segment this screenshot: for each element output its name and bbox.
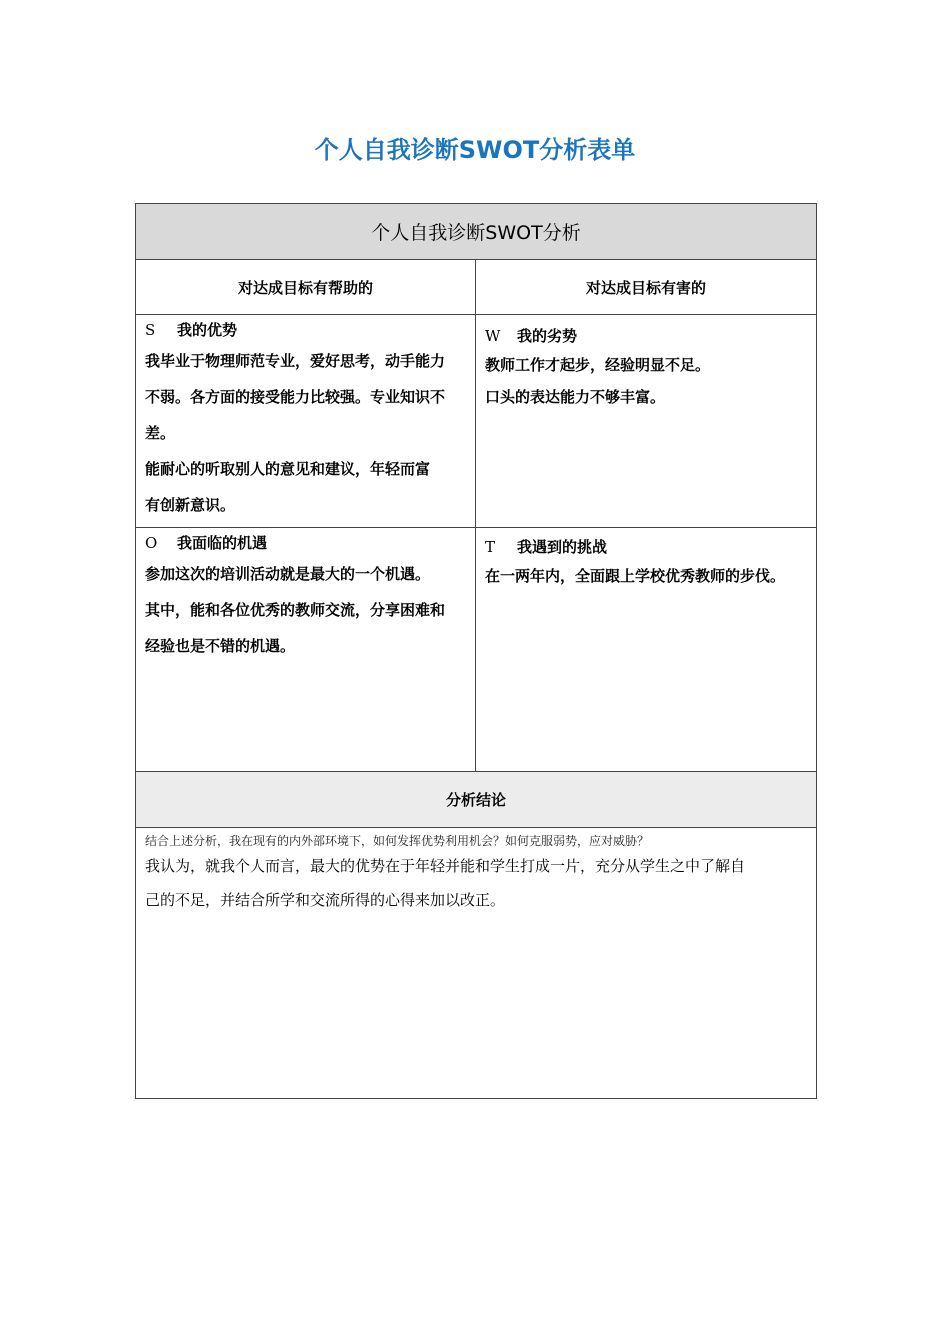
- threats-line: 在一两年内，全面跟上学校优秀教师的步伐。: [485, 567, 786, 585]
- opportunities-heading: [145, 532, 467, 554]
- conclusion-line: 己的不足，并结合所学和交流所得的心得来加以改正。: [145, 891, 506, 909]
- threats-cell: [476, 528, 817, 772]
- opportunities-cell: [136, 528, 476, 772]
- conclusion-prompt: 结合上述分析，我在现有的内外部环境下，如何发挥优势利用机会？如何克服弱势，应对威胁？: [145, 834, 650, 848]
- conclusion-header: 分析结论: [136, 772, 817, 828]
- helpful-column-label: 对达成目标有帮助的: [136, 260, 476, 315]
- weaknesses-cell: [476, 315, 817, 528]
- weaknesses-line: 口头的表达能力不够丰富。: [485, 388, 666, 406]
- strengths-letter: S: [145, 321, 156, 339]
- opportunities-line: 参加这次的培训活动就是最大的一个机遇。: [145, 565, 431, 583]
- strengths-line: 我毕业于物理师范专业，爱好思考，动手能力: [145, 352, 446, 370]
- harmful-column-label: 对达成目标有害的: [476, 260, 817, 315]
- conclusion-line: 我认为，就我个人而言，最大的优势在于年轻并能和学生打成一片，充分从学生之中了解自: [145, 857, 746, 875]
- weaknesses-line: 教师工作才起步，经验明显不足。: [485, 356, 711, 374]
- opportunities-line: 经验也是不错的机遇。: [145, 637, 296, 655]
- conclusion-cell: [136, 828, 817, 1099]
- opportunities-title: 我面临的机遇: [177, 534, 268, 552]
- threats-title: 我遇到的挑战: [517, 538, 608, 556]
- strengths-heading: [145, 319, 467, 341]
- opportunities-line: 其中，能和各位优秀的教师交流，分享困难和: [145, 601, 446, 619]
- threats-heading: [485, 536, 808, 558]
- weaknesses-letter: W: [485, 327, 501, 345]
- strengths-line: 有创新意识。: [145, 496, 236, 514]
- strengths-title: 我的优势: [177, 321, 238, 339]
- page-title: 个人自我诊断SWOT分析表单: [314, 136, 636, 164]
- swot-table: [135, 203, 817, 1099]
- strengths-line: 能耐心的听取别人的意见和建议，年轻而富: [145, 460, 431, 478]
- weaknesses-title: 我的劣势: [517, 327, 578, 345]
- strengths-line: 差。: [145, 424, 176, 442]
- threats-letter: T: [485, 538, 496, 556]
- weaknesses-heading: [485, 325, 808, 347]
- strengths-cell: [136, 315, 476, 528]
- opportunities-letter: O: [145, 534, 158, 552]
- swot-table-header: 个人自我诊断SWOT分析: [136, 204, 817, 260]
- strengths-line: 不弱。各方面的接受能力比较强。专业知识不: [145, 388, 446, 406]
